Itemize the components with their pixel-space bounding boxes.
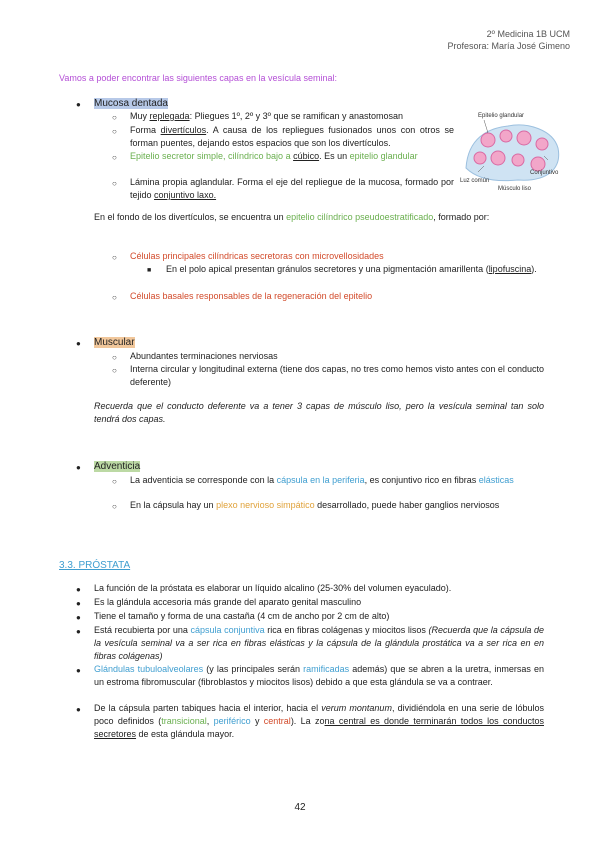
seminal-vesicle-figure xyxy=(458,108,566,192)
diverticle xyxy=(536,138,548,150)
circle-bullet: ○ xyxy=(112,179,117,188)
page-number: 42 xyxy=(294,802,306,813)
circle-bullet: ○ xyxy=(112,502,117,511)
mucosa-title: Mucosa dentada xyxy=(94,98,168,109)
bullet-dot: ● xyxy=(76,463,81,472)
circle-bullet: ○ xyxy=(112,127,117,136)
mucosa-item-3: Epitelio secretor simple, cilíndrico bajo a cúbico. Es un epitelio glandular xyxy=(130,151,418,161)
cell-principal-detail: En el polo apical presentan gránulos secretores y una pigmentación amarillenta (lipofuscina). xyxy=(166,264,537,274)
bullet-dot: ● xyxy=(76,339,81,348)
mucosa-item-2: Forma divertículos. A causa de los repliegues fusionados unos con otros se forman puentes, dejando estos espacios que son los divertículos. xyxy=(130,125,454,148)
adventicia-item-2: En la cápsula hay un plexo nervioso simpático desarrollado, puede haber ganglios nerviosos xyxy=(130,500,500,510)
circle-bullet: ○ xyxy=(112,477,117,486)
bullet-dot: ● xyxy=(76,627,81,636)
mucosa-fondo: En el fondo de los divertículos, se encuentra un epitelio cilíndrico pseudoestratificado, formado por: xyxy=(94,212,490,222)
cell-type-basal: Células basales responsables de la regeneración del epitelio xyxy=(130,291,373,301)
prostata-bullet-4: Está recubierta por una cápsula conjuntiva rica en fibras colágenas y miocitos lisos (Recuerda que la cápsula de la vesícula seminal va a ser rica en fibras elásticas y la cápsula de la glándula prostática va a ser rica en en fibras colágenas) xyxy=(94,625,544,661)
mucosa-item-4: Lámina propia aglandular. Forma el eje del repliegue de la mucosa, formado por tejido conjuntivo laxo. xyxy=(130,177,454,200)
bullet-dot: ● xyxy=(76,666,81,675)
diverticle xyxy=(481,133,495,147)
muscular-item-1: Abundantes terminaciones nerviosas xyxy=(130,351,278,361)
prostata-bullet-6: De la cápsula parten tabiques hacia el interior, hacia el verum montanum, dividiéndola en una serie de lóbulos poco definidos (transicional, periférico y central). La zona central es donde terminarán todos los conductos secretores de esta glándula mayor. xyxy=(94,703,545,739)
prostata-bullet-2: Es la glándula accesoria más grande del aparato genital masculino xyxy=(94,597,362,607)
circle-bullet: ○ xyxy=(112,253,117,262)
header-professor: Profesora: María José Gimeno xyxy=(447,41,570,51)
circle-bullet: ○ xyxy=(112,366,117,375)
diverticle xyxy=(517,131,531,145)
intro-text: Vamos a poder encontrar las siguientes capas en la vesícula seminal: xyxy=(59,73,337,83)
diverticle xyxy=(500,130,512,142)
bullet-dot: ● xyxy=(76,613,81,622)
square-bullet: ■ xyxy=(147,267,152,274)
muscular-item-2: Interna circular y longitudinal externa (tiene dos capas, no tres como hemos visto antes con el conducto deferente) xyxy=(130,364,544,387)
diverticle xyxy=(491,151,505,165)
diverticle xyxy=(474,152,486,164)
prostata-bullet-5: Glándulas tubuloalveolares (y las principales serán ramificadas además) que se abren a la uretra, inmersas en un estroma fibromuscular (fibroblastos y miocitos lisos) debido a que esta glándula se va a contraer. xyxy=(94,664,544,687)
prostata-bullet-3: Tiene el tamaño y forma de una castaña (4 cm de ancho por 2 cm de alto) xyxy=(94,611,390,621)
muscular-title: Muscular xyxy=(94,337,135,348)
figure-label-epitelio: Epitelio glandular xyxy=(478,113,525,119)
figure-label-luz: Luz común xyxy=(460,178,490,184)
bullet-dot: ● xyxy=(76,599,81,608)
muscular-note: Recuerda que el conducto deferente va a tener 3 capas de músculo liso, pero la vesícula seminal tan solo tendrá dos capas. xyxy=(94,401,544,424)
cell-type-principal: Células principales cilíndricas secretoras con microvellosidades xyxy=(130,251,384,261)
circle-bullet: ○ xyxy=(112,153,117,162)
label-line xyxy=(484,120,488,133)
bullet-dot: ● xyxy=(76,100,81,109)
figure-label-musculo: Músculo liso xyxy=(498,186,532,192)
circle-bullet: ○ xyxy=(112,293,117,302)
section-heading-prostata[interactable]: 3.3. PRÓSTATA xyxy=(59,560,131,571)
circle-bullet: ○ xyxy=(112,113,117,122)
mucosa-item-1: Muy replegada: Pliegues 1º, 2º y 3º que se ramifican y anastomosan xyxy=(130,111,404,121)
circle-bullet: ○ xyxy=(112,353,117,362)
adventicia-item-1: La adventicia se corresponde con la cápsula en la periferia, es conjuntivo rico en fibras elásticas xyxy=(130,475,514,485)
figure-label-conjuntivo: Conjuntivo xyxy=(530,170,559,176)
diverticle xyxy=(531,157,545,171)
header-course: 2º Medicina 1B UCM xyxy=(486,29,570,39)
adventicia-title: Adventicia xyxy=(94,461,141,472)
bullet-dot: ● xyxy=(76,705,81,714)
bullet-dot: ● xyxy=(76,585,81,594)
prostata-bullet-1: La función de la próstata es elaborar un líquido alcalino (25-30% del volumen eyaculado). xyxy=(94,583,452,593)
diverticle xyxy=(512,154,524,166)
